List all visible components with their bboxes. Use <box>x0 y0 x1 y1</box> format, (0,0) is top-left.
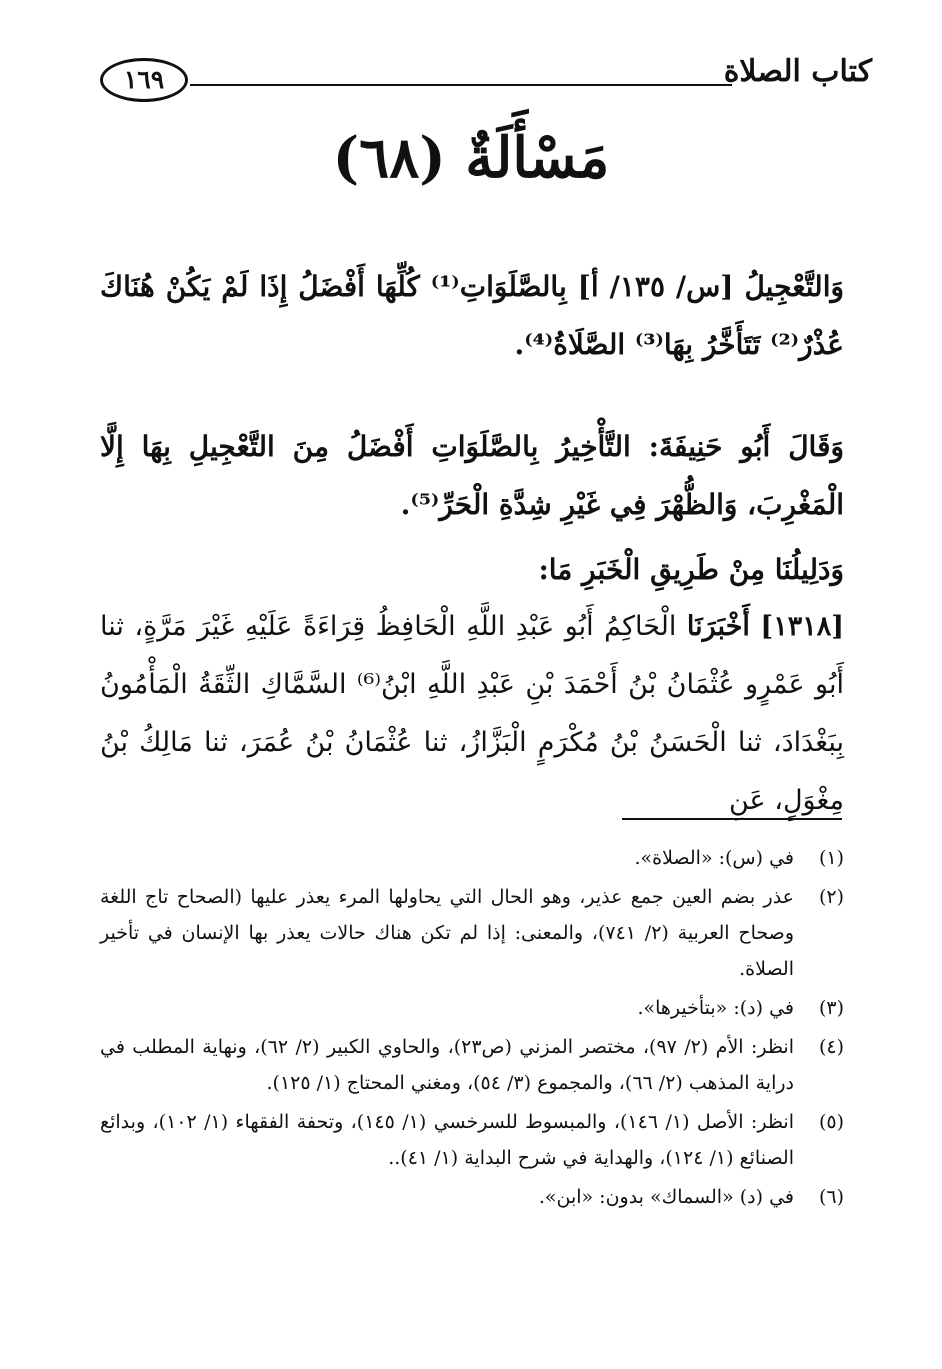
footnote-number: (٣) <box>818 997 844 1019</box>
footnote-text: عذر بضم العين جمع عذير، وهو الحال التي يحاولها المرء يعذر عليها (الصحاح تاج اللغة وصحاح العربية (٢/ ٧٤١)، والمعنى: إذا لم تكن هناك حالات يعذر بها الإنسان في تأخير الصلاة. <box>100 886 794 980</box>
footnote-divider <box>622 818 842 820</box>
page-number: ١٦٩ <box>100 58 188 102</box>
hadith-text: الْحَاكِمُ أَبُو عَبْدِ اللَّهِ الْحَافِظُ قِرَاءَةً عَلَيْهِ غَيْرَ مَرَّةٍ، ثنا أَبُو عَمْرٍو عُثْمَانُ بْنُ أَحْمَدَ بْنِ عَبْدِ اللَّهِ ابْنُ⁽⁶⁾ السَّمَّاكِ الثِّقَةُ الْمَأْمُونُ بِبَغْدَادَ، ثنا الْحَسَنُ بْنُ مُكْرَمٍ الْبَزَّازُ، ثنا عُثْمَانُ بْنُ عُمَرَ، ثنا مَالِكُ بْنُ مِغْوَلٍ، عَنِ <box>100 611 844 816</box>
footnote-text: في (د): «بتأخيرها». <box>637 997 794 1019</box>
footnote-4 <box>100 1029 844 1101</box>
footnotes <box>100 840 844 1218</box>
paragraph-evidence: وَدَلِيلُنَا مِنْ طَرِيقِ الْخَبَرِ مَا: <box>538 553 844 586</box>
footnote-text: انظر: الأصل (١/ ١٤٦)، والمبسوط للسرخسي (١/ ١٤٥)، وتحفة الفقهاء (١/ ١٠٢)، وبدائع الصنائع (١/ ١٢٤)، والهداية في شرح البداية (١/ ٤١).. <box>100 1111 794 1169</box>
footnote-number: (٢) <box>818 886 844 908</box>
header-rule <box>190 84 732 86</box>
footnote-text: انظر: الأم (٢/ ٩٧)، مختصر المزني (ص٢٣)، والحاوي الكبير (٢/ ٦٢)، ونهاية المطلب في دراية المذهب (٢/ ٦٦)، والمجموع (٣/ ٥٤)، ومغني المحتاج (١/ ١٢٥). <box>100 1036 794 1094</box>
hadith-lead: أَخْبَرَنَا <box>686 611 750 642</box>
hadith-number: [١٣١٨] <box>760 611 844 642</box>
footnote-number: (٦) <box>818 1186 844 1208</box>
footnote-number: (٤) <box>818 1036 844 1058</box>
running-head: كتاب الصلاة <box>723 54 872 89</box>
footnote-number: (١) <box>818 847 844 869</box>
footnote-number: (٥) <box>818 1111 844 1133</box>
footnote-text: في (س): «الصلاة». <box>634 847 794 869</box>
page-header <box>100 50 872 110</box>
hadith-paragraph <box>100 598 844 830</box>
footnote-1 <box>100 840 844 876</box>
footnote-2 <box>100 879 844 987</box>
masala-heading: مَسْأَلَةٌ (٦٨) <box>332 125 610 191</box>
paragraph-abu-hanifa: وَقَالَ أَبُو حَنِيفَةَ: التَّأْخِيرُ بِالصَّلَوَاتِ أَفْضَلُ مِنَ التَّعْجِيلِ بِهَا إِلَّا الْمَغْرِبَ، وَالظُّهْرَ فِي غَيْرِ شِدَّةِ الْحَرِّ⁽⁵⁾. <box>100 430 844 521</box>
footnote-6 <box>100 1179 844 1215</box>
footnote-5 <box>100 1104 844 1176</box>
footnote-3 <box>100 990 844 1026</box>
paragraph-ruling: وَالتَّعْجِيلُ [س/ ١٣٥/ أ] بِالصَّلَوَاتِ⁽¹⁾ كُلِّهَا أَفْضَلُ إِذَا لَمْ يَكُنْ هُنَاكَ عُذْرٌ⁽²⁾ تَتَأَخَّرُ بِهَا⁽³⁾ الصَّلَاةُ⁽⁴⁾. <box>100 270 844 361</box>
footnote-text: في (د) «السماك» بدون: «ابن». <box>538 1186 794 1208</box>
